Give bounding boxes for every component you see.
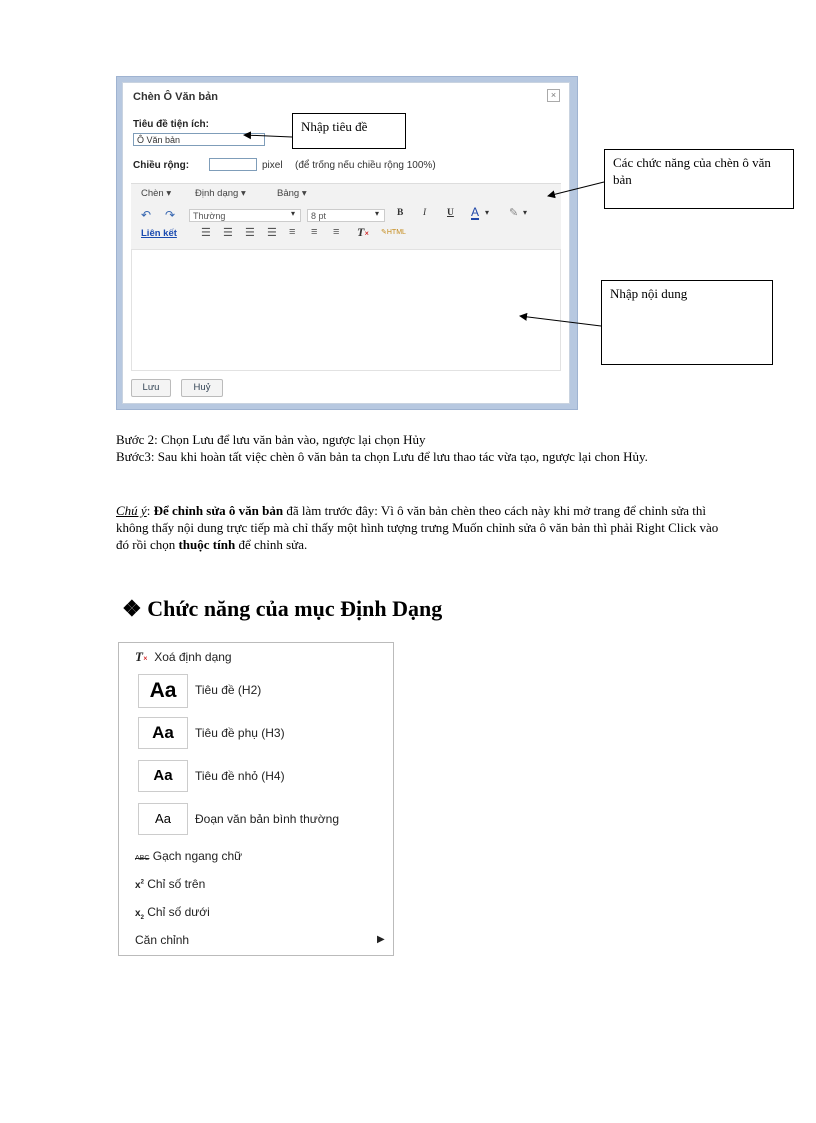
sample-normal[interactable]: Aa <box>138 803 188 835</box>
chevron-down-icon: ▾ <box>523 208 528 217</box>
note-bold-1: Để chỉnh sửa ô văn bản <box>153 503 284 518</box>
remove-format-icon[interactable]: T× <box>357 225 369 239</box>
size-select[interactable]: 8 pt <box>307 209 385 222</box>
align-item[interactable]: Căn chỉnh <box>135 933 190 947</box>
edit-html-icon[interactable]: ✎HTML <box>381 229 406 236</box>
submenu-arrow-icon: ▶ <box>377 934 385 945</box>
note-bold-2: thuộc tính <box>178 537 236 552</box>
close-icon[interactable]: × <box>547 89 560 102</box>
dialog-title: Chèn Ô Văn bản <box>133 91 218 103</box>
menu-format[interactable]: Định dạng ▾ <box>195 188 246 199</box>
heading-h2-item[interactable]: Tiêu đề (H2) <box>195 683 262 697</box>
indent-less-icon[interactable]: ☰ <box>245 227 255 239</box>
save-button[interactable]: Lưu <box>131 379 171 397</box>
strikethrough-item[interactable]: ABC Gạch ngang chữ <box>135 849 243 863</box>
chevron-down-icon: ▾ <box>485 208 490 217</box>
align-center-icon[interactable]: ≡ <box>311 226 318 238</box>
section-heading: ❖ Chức năng của mục Định Dạng <box>122 596 443 621</box>
align-left-icon[interactable]: ≡ <box>289 226 296 238</box>
subscript-item[interactable]: $x_2$ Chỉ số dưới <box>135 905 210 921</box>
normal-paragraph-item[interactable]: Đoạn văn bản bình thường <box>195 812 340 826</box>
callout-title: Nhập tiêu đề <box>292 113 406 149</box>
link-button[interactable]: Liên kết <box>141 228 177 239</box>
menu-insert[interactable]: Chèn ▾ <box>141 188 172 199</box>
diamond-bullet-icon: ❖ <box>122 596 142 621</box>
style-select[interactable]: Thường <box>189 209 301 222</box>
superscript-icon: $x^2$ <box>135 879 144 891</box>
bold-icon[interactable]: B <box>397 208 404 218</box>
text-color-icon[interactable]: A <box>471 205 480 219</box>
strikethrough-icon: ABC <box>135 855 150 862</box>
arrow-content <box>520 316 601 326</box>
gadget-title-input[interactable]: Ô Văn bản <box>133 133 265 146</box>
align-right-icon[interactable]: ≡ <box>333 226 340 238</box>
callout-content: Nhập nội dung <box>601 280 773 365</box>
redo-icon[interactable]: ↷ <box>165 208 176 222</box>
italic-icon[interactable]: I <box>423 208 427 218</box>
cancel-button[interactable]: Huỷ <box>181 379 223 397</box>
menu-table[interactable]: Bảng ▾ <box>277 188 307 199</box>
gadget-title-label: Tiêu đề tiện ích: <box>133 119 209 130</box>
numbered-list-icon[interactable]: ☰ <box>201 227 211 239</box>
arrow-functions <box>548 182 604 196</box>
underline-icon[interactable]: U <box>447 208 454 218</box>
heading-h4-item[interactable]: Tiêu đề nhỏ (H4) <box>195 769 285 783</box>
callout-arrows <box>0 0 816 420</box>
superscript-item[interactable]: $x^2$ Chỉ số trên <box>135 877 206 891</box>
arrow-title <box>244 135 292 137</box>
chevron-down-icon: ▾ <box>375 209 380 218</box>
width-label: Chiều rộng: <box>133 160 190 171</box>
sample-h2[interactable]: Aa <box>138 674 188 708</box>
step-2-text: Bước 2: Chọn Lưu để lưu văn bản vào, ngược lại chọn Hủy <box>116 432 426 447</box>
bulleted-list-icon[interactable]: ☰ <box>223 227 233 239</box>
clear-format-item[interactable]: T× Xoá định dạng <box>135 649 232 664</box>
sample-h4[interactable]: Aa <box>138 760 188 792</box>
width-unit: pixel <box>262 160 283 171</box>
highlight-icon[interactable]: ✎ <box>509 207 519 219</box>
callout-functions: Các chức năng của chèn ô văn bản <box>604 149 794 209</box>
format-menu <box>118 642 394 956</box>
sample-h3[interactable]: Aa <box>138 717 188 749</box>
chevron-down-icon: ▾ <box>291 209 296 218</box>
heading-h3-item[interactable]: Tiêu đề phụ (H3) <box>195 726 285 740</box>
undo-icon[interactable]: ↶ <box>141 208 152 222</box>
remove-format-icon: T× <box>135 649 148 664</box>
note-label: Chú ý <box>116 503 147 518</box>
subscript-icon: $x_2$ <box>135 908 144 921</box>
step-3-text: Bước3: Sau khi hoàn tất việc chèn ô văn bản ta chọn Lưu để lưu thao tác vừa tạo, ngược lại chon Hủy. <box>116 449 648 464</box>
width-hint: (để trống nếu chiều rộng 100%) <box>295 160 436 171</box>
indent-more-icon[interactable]: ☰ <box>267 227 277 239</box>
note-paragraph: Chú ý: Để chỉnh sửa ô văn bản đã làm trước đây: Vì ô văn bản chèn theo cách này khi mở trang để chỉnh sửa thì không thấy nội dung trực tiếp mà chỉ thấy một hình tượng trưng Muốn chỉnh sửa ô văn bản thì phải Right Click vào đó rồi chọn thuộc tính để chỉnh sửa. <box>116 503 719 552</box>
